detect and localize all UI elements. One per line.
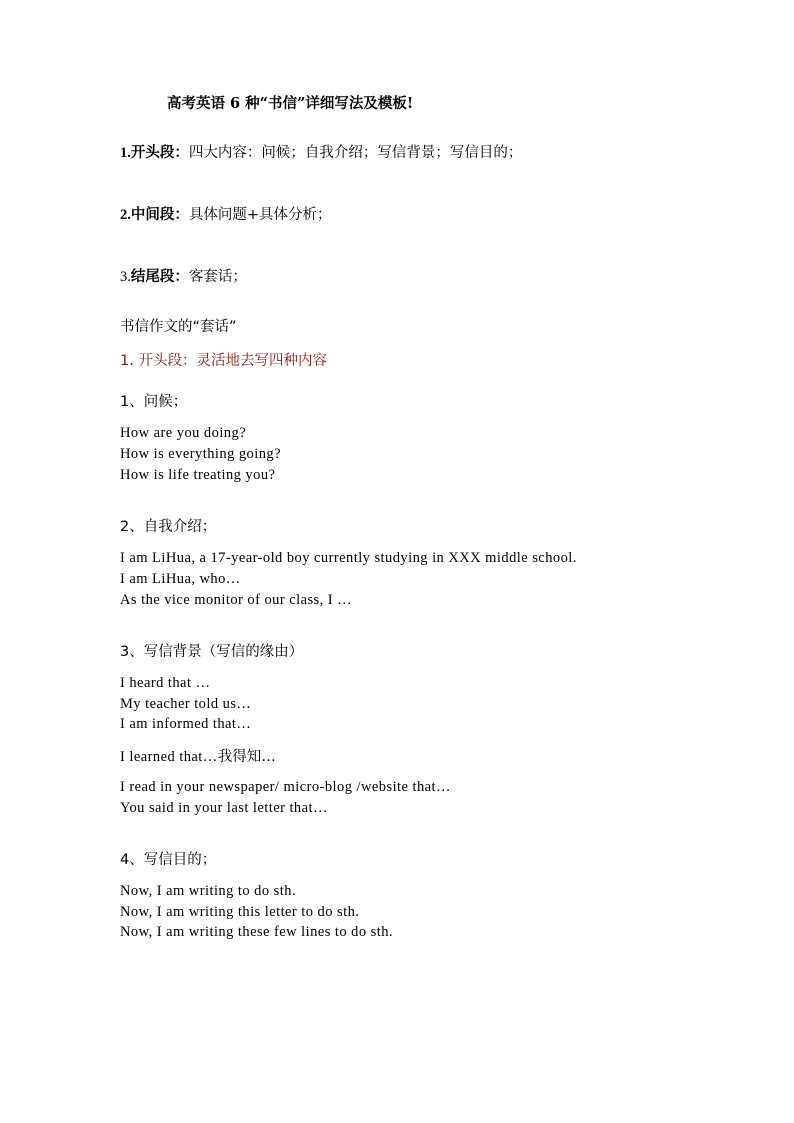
example-line: My teacher told us…	[120, 696, 252, 712]
example-line: Now, I am writing these few lines to do sth.	[120, 924, 393, 940]
example-line: You said in your last letter that…	[120, 800, 328, 816]
example-line: I am informed that…	[120, 716, 252, 732]
section-name: 开头段	[130, 145, 175, 161]
section-opening: 1.开头段：四大内容：问候；自我介绍；写信背景；写信目的；	[120, 145, 523, 161]
section-ending: 3.结尾段：客套话；	[120, 269, 247, 285]
page-title: 高考英语 6 种“书信”详细写法及模板!	[167, 95, 414, 112]
example-line: How is life treating you?	[120, 467, 276, 483]
example-line: I am LiHua, a 17-year-old boy currently studying in XXX middle school.	[120, 550, 577, 566]
section-number: 3.	[120, 269, 131, 285]
learned-line-en: I learned that…	[120, 749, 218, 765]
section-number: 1.	[120, 145, 131, 161]
example-line: Now, I am writing this letter to do sth.	[120, 904, 360, 920]
learned-line	[120, 749, 276, 765]
group-heading: 1、问候；	[120, 394, 188, 410]
group-heading: 3、写信背景（写信的缘由）	[120, 644, 304, 660]
subtitle: 书信作文的“套话”	[120, 319, 237, 335]
section-description: 具体问题+具体分析；	[188, 207, 332, 223]
group-heading: 4、写信目的；	[120, 852, 217, 868]
section-description: 四大内容：问候；自我介绍；写信背景；写信目的；	[188, 145, 523, 161]
section-name: 结尾段	[130, 269, 175, 285]
example-line: I am LiHua, who…	[120, 571, 241, 587]
example-line: How is everything going?	[120, 446, 282, 462]
example-line: Now, I am writing to do sth.	[120, 883, 296, 899]
section-middle: 2.中间段：具体问题+具体分析；	[120, 207, 332, 223]
group-heading: 2、自我介绍；	[120, 519, 217, 535]
section-number: 2.	[120, 207, 131, 223]
learned-line-zh: 我得知…	[217, 749, 276, 765]
section-name: 中间段	[130, 207, 175, 223]
example-line: As the vice monitor of our class, I …	[120, 592, 353, 608]
section-description: 客套话；	[188, 269, 247, 285]
example-line: I read in your newspaper/ micro-blog /website that…	[120, 779, 451, 795]
part-heading: 1. 开头段：灵活地去写四种内容	[120, 353, 327, 369]
example-line: I heard that …	[120, 675, 211, 691]
example-line: How are you doing?	[120, 425, 247, 441]
